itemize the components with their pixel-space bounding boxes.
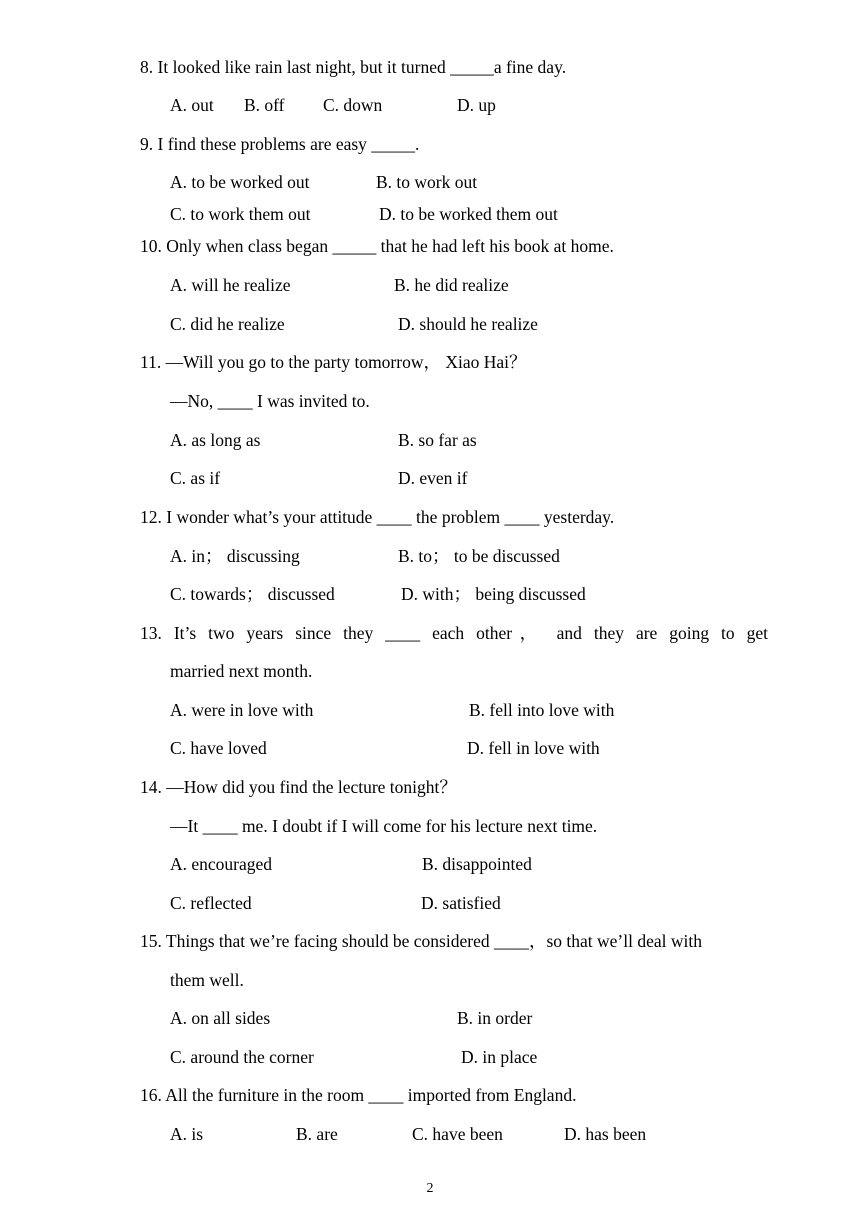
question-text: 8. It looked like rain last night, but it turned _____a fine day. [140,57,567,77]
answer-option: A. to be worked out [170,172,310,192]
answer-option: B. disappointed [422,854,532,874]
question-text: 14. —How did you find the lecture tonight？ [140,777,457,797]
answer-option: C. did he realize [170,314,285,334]
answer-option: C. have been [412,1124,503,1144]
question-continuation: them well. [170,970,244,990]
answer-option: A. in； discussing [170,546,300,566]
question-text: 16. All the furniture in the room ____ imported from England. [140,1085,577,1105]
question-continuation: —No, ____ I was invited to. [170,391,370,411]
question-continuation: married next month. [170,661,313,681]
answer-option: D. with； being discussed [401,584,586,604]
answer-option: B. in order [457,1008,533,1028]
question-text: 11. —Will you go to the party tomorrow， Xiao Hai？ [140,352,527,372]
answer-option: D. satisfied [421,893,501,913]
question-continuation: —It ____ me. I doubt if I will come for his lecture next time. [170,816,598,836]
answer-option: A. out [170,95,214,115]
question-text: 15. Things that we’re facing should be considered ____，so that we’ll deal with [140,931,702,951]
answer-option: D. fell in love with [467,738,600,758]
question-text: 9. I find these problems are easy _____. [140,134,420,154]
question-text: 10. Only when class began _____ that he had left his book at home. [140,236,614,256]
answer-option: D. to be worked them out [379,204,558,224]
page-number: 2 [426,1181,434,1196]
answer-option: D. in place [461,1047,538,1067]
answer-option: D. even if [398,468,468,488]
answer-option: D. up [457,95,496,115]
answer-option: D. should he realize [398,314,538,334]
answer-option: C. around the corner [170,1047,314,1067]
answer-option: C. down [323,95,383,115]
answer-option: B. are [296,1124,338,1144]
answer-option: A. encouraged [170,854,273,874]
answer-option: B. so far as [398,430,477,450]
answer-option: C. as if [170,468,221,488]
answer-option: A. on all sides [170,1008,271,1028]
question-text: 12. I wonder what’s your attitude ____ the problem ____ yesterday. [140,507,615,527]
answer-option: C. have loved [170,738,267,758]
answer-option: A. were in love with [170,700,314,720]
answer-option: B. off [244,95,285,115]
answer-option: B. to work out [376,172,478,192]
answer-option: B. he did realize [394,275,509,295]
answer-option: A. is [170,1124,204,1144]
answer-option: C. reflected [170,893,252,913]
question-text: 13. It’s two years since they ____ each other， and they are going to get [140,623,768,643]
answer-option: B. fell into love with [469,700,615,720]
answer-option: D. has been [564,1124,647,1144]
answer-option: A. as long as [170,430,261,450]
answer-option: B. to； to be discussed [398,546,560,566]
answer-option: C. to work them out [170,204,311,224]
answer-option: C. towards； discussed [170,584,335,604]
answer-option: A. will he realize [170,275,291,295]
